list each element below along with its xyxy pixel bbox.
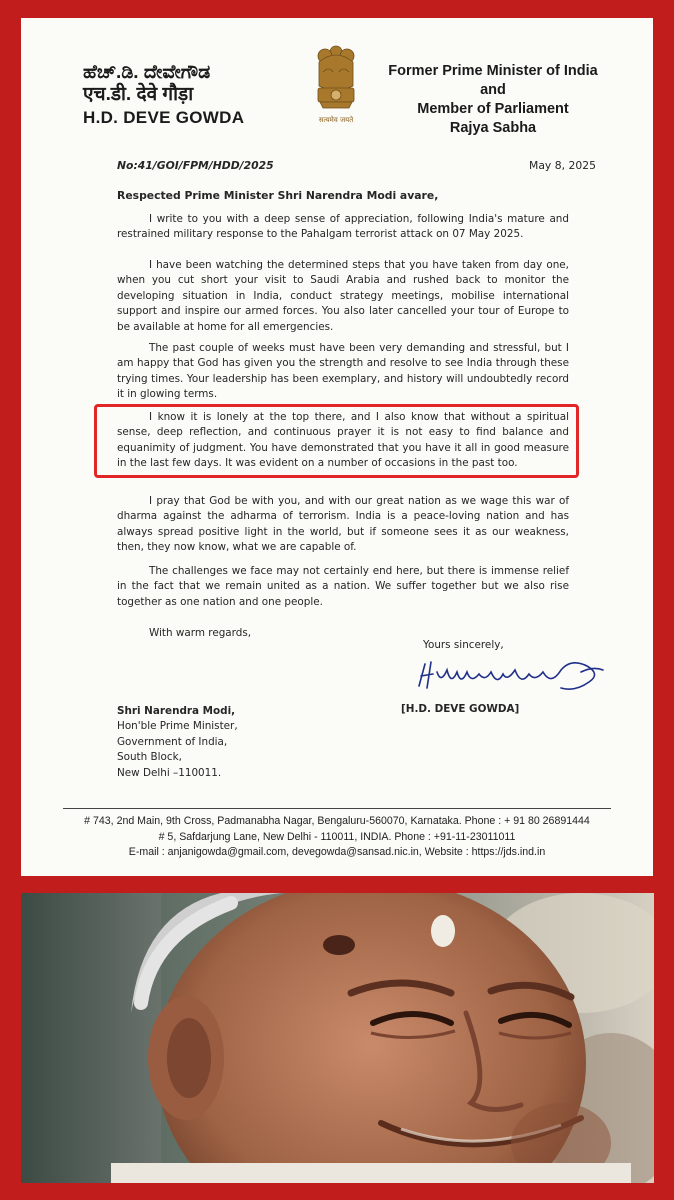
addressee-line: South Block,	[117, 751, 182, 764]
footer-divider	[63, 808, 611, 809]
yours-sincerely: Yours sincerely,	[423, 639, 504, 651]
paragraph-highlighted: I know it is lonely at the top there, and I also know that without a spiritual sense, deep reflection, and continuous prayer it is not easy to find balance and equanimity of judgment. You have demonstrated that you have it all in good measure in the last few days. It was evident on a number of occasions in the past too.	[117, 411, 569, 470]
signatory-name: [H.D. DEVE GOWDA]	[401, 703, 520, 715]
emblem-motto: सत्यमेव जयते	[318, 116, 354, 124]
title-line: Rajya Sabha	[449, 120, 537, 136]
footer-contact: E-mail : anjanigowda@gmail.com, devegowda@sansad.nic.in, Website : https://jds.ind.in	[128, 846, 546, 858]
signature-image	[411, 652, 611, 700]
letter-date: May 8, 2025	[529, 159, 596, 172]
closing-regards: With warm regards,	[149, 627, 252, 639]
paragraph: I write to you with a deep sense of appreciation, following India's mature and restrained military response to the Pahalgam terrorist attack on 07 May 2025.	[117, 213, 569, 241]
highlight-box	[94, 404, 579, 478]
name-english: H.D. DEVE GOWDA	[83, 108, 245, 127]
footer-address-delhi: # 5, Safdarjung Lane, New Delhi - 110011, INDIA. Phone : +91-11-23011011	[158, 830, 516, 843]
addressee-line: Hon'ble Prime Minister,	[117, 720, 238, 733]
addressee-block	[117, 704, 238, 781]
reference-number: No:41/GOI/FPM/HDD/2025	[117, 159, 274, 172]
letterhead-titles	[383, 62, 603, 138]
portrait-photo	[21, 893, 654, 1183]
paragraph: I pray that God be with you, and with our great nation as we wage this war of dharma against the adharma of terrorism. India is a peace-loving nation and has always spread positive light in the world, but if someone sees it as our weakness, then, they now know, what we are capable of.	[117, 495, 569, 554]
footer-address-bengaluru: # 743, 2nd Main, 9th Cross, Padmanabha Nagar, Bengaluru-560070, Karnataka. Phone : + 91 80 26891444	[84, 815, 590, 827]
letterhead-names	[83, 62, 244, 130]
national-emblem-icon	[311, 42, 361, 138]
addressee-name: Shri Narendra Modi,	[117, 705, 236, 717]
paragraph: The past couple of weeks must have been very demanding and stressful, but I am happy that God has given you the strength and resolve to see India through these trying times. Your leadership has been exemplary, and history will undoubtedly record it in glowing terms.	[117, 342, 569, 401]
name-hindi: एच.डी. देवे गौड़ा	[83, 84, 194, 105]
title-line: Former Prime Minister of India	[388, 63, 598, 79]
paragraph: I have been watching the determined steps that you have taken from day one, when you cut short your visit to Saudi Arabia and rushed back to monitor the developing situation in India, conduct strategy meetings, mobilise international support and inspire our armed forces. You also later cancelled your tour of Europe to be available at home for all emergencies.	[117, 259, 569, 333]
salutation: Respected Prime Minister Shri Narendra Modi avare,	[117, 189, 439, 202]
paragraph: The challenges we face may not certainly end here, but there is immense relief in the fact that we remain united as a nation. We suffer together but we also rise together as one nation and one people.	[117, 565, 569, 608]
portrait-illustration	[21, 893, 654, 1183]
addressee-line: New Delhi –110011.	[117, 766, 222, 779]
name-kannada: ಹೆಚ್.ಡಿ. ದೇವೇಗೌಡ	[83, 62, 211, 83]
letter-footer	[51, 814, 623, 861]
letter-document	[21, 18, 653, 876]
title-line: and	[480, 82, 506, 98]
addressee-line: Government of India,	[117, 735, 228, 748]
title-line: Member of Parliament	[417, 101, 569, 117]
